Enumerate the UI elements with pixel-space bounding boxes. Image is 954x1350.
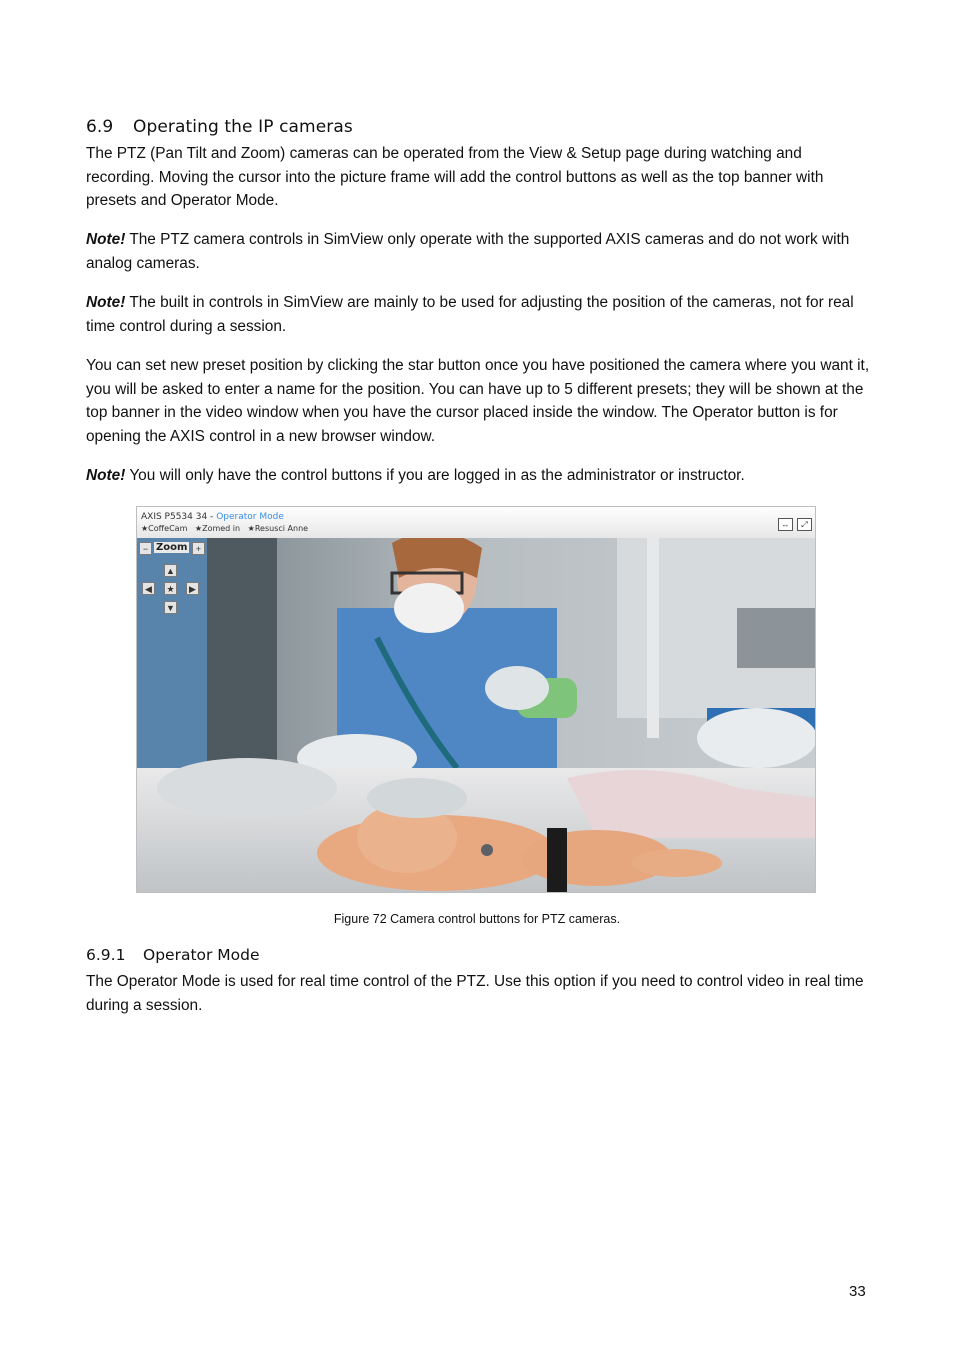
star-preset-button[interactable]: ★ [164,582,177,595]
note-paragraph-2 [86,291,872,338]
section-title: Operating the IP cameras [133,117,353,137]
page-number: 33 [849,1283,866,1300]
zoom-in-button[interactable]: + [192,542,205,555]
simulation-scene-image [137,538,816,893]
zoom-label: Zoom [156,542,188,553]
window-icons [774,514,812,532]
note-label: Note! [86,294,126,311]
operator-mode-link[interactable]: Operator Mode [216,512,284,522]
preset-item[interactable]: ★Resusci Anne [247,524,309,533]
subsection-title: Operator Mode [143,946,260,964]
note-label: Note! [86,467,126,484]
section-heading [86,117,872,137]
subsection-heading [86,946,872,964]
presets-paragraph [86,354,872,448]
preset-list [141,524,313,533]
preset-item[interactable]: ★Zomed in [194,524,241,533]
note-text: The PTZ camera controls in SimView only operate with the supported AXIS cameras and do not work with analog cameras. [86,231,850,272]
subsection-paragraph [86,970,872,1017]
camera-top-banner [137,507,816,539]
note-paragraph-1 [86,228,872,275]
subsection-number: 6.9.1 [86,946,126,964]
resize-icon[interactable]: ↔ [778,518,793,531]
note-text: The built in controls in SimView are mainly to be used for adjusting the position of the cameras, not for real time control during a session. [86,294,854,335]
figure-caption: Figure 72 Camera control buttons for PTZ cameras. [333,912,621,926]
tilt-up-button[interactable]: ▲ [164,564,177,577]
presets-text: You can set new preset position by clicking the star button once you have positioned the camera where you want it, you will be asked to enter a name for the position. You can have up to 5 different presets; they will be shown at the top banner in the video window when you have the cursor placed inside the window. The Operator button is for opening the AXIS control in a new browser window. [86,357,870,445]
intro-text: The PTZ (Pan Tilt and Zoom) cameras can be operated from the View & Setup page during watching and recording. Moving the cursor into the picture frame will add the control buttons as well as the top banner with presets and Operator Mode. [86,145,824,209]
note-label: Note! [86,231,126,248]
camera-name: AXIS P5534 34 - [141,512,214,522]
note-paragraph-3 [86,464,872,488]
tilt-down-button[interactable]: ▼ [164,601,177,614]
note-text: You will only have the control buttons if you are logged in as the administrator or instructor. [125,467,745,484]
pan-right-button[interactable]: ▶ [186,582,199,595]
zoom-out-button[interactable]: − [139,542,152,555]
fullscreen-icon[interactable]: ⤢ [797,518,812,531]
pan-left-button[interactable]: ◀ [142,582,155,595]
section-number: 6.9 [86,117,114,137]
camera-title [141,512,284,522]
preset-item[interactable]: ★CoffeCam [141,524,188,533]
camera-window-figure [136,506,816,893]
subsection-text: The Operator Mode is used for real time control of the PTZ. Use this option if you need to control video in real time during a session. [86,973,864,1014]
intro-paragraph [86,142,872,213]
